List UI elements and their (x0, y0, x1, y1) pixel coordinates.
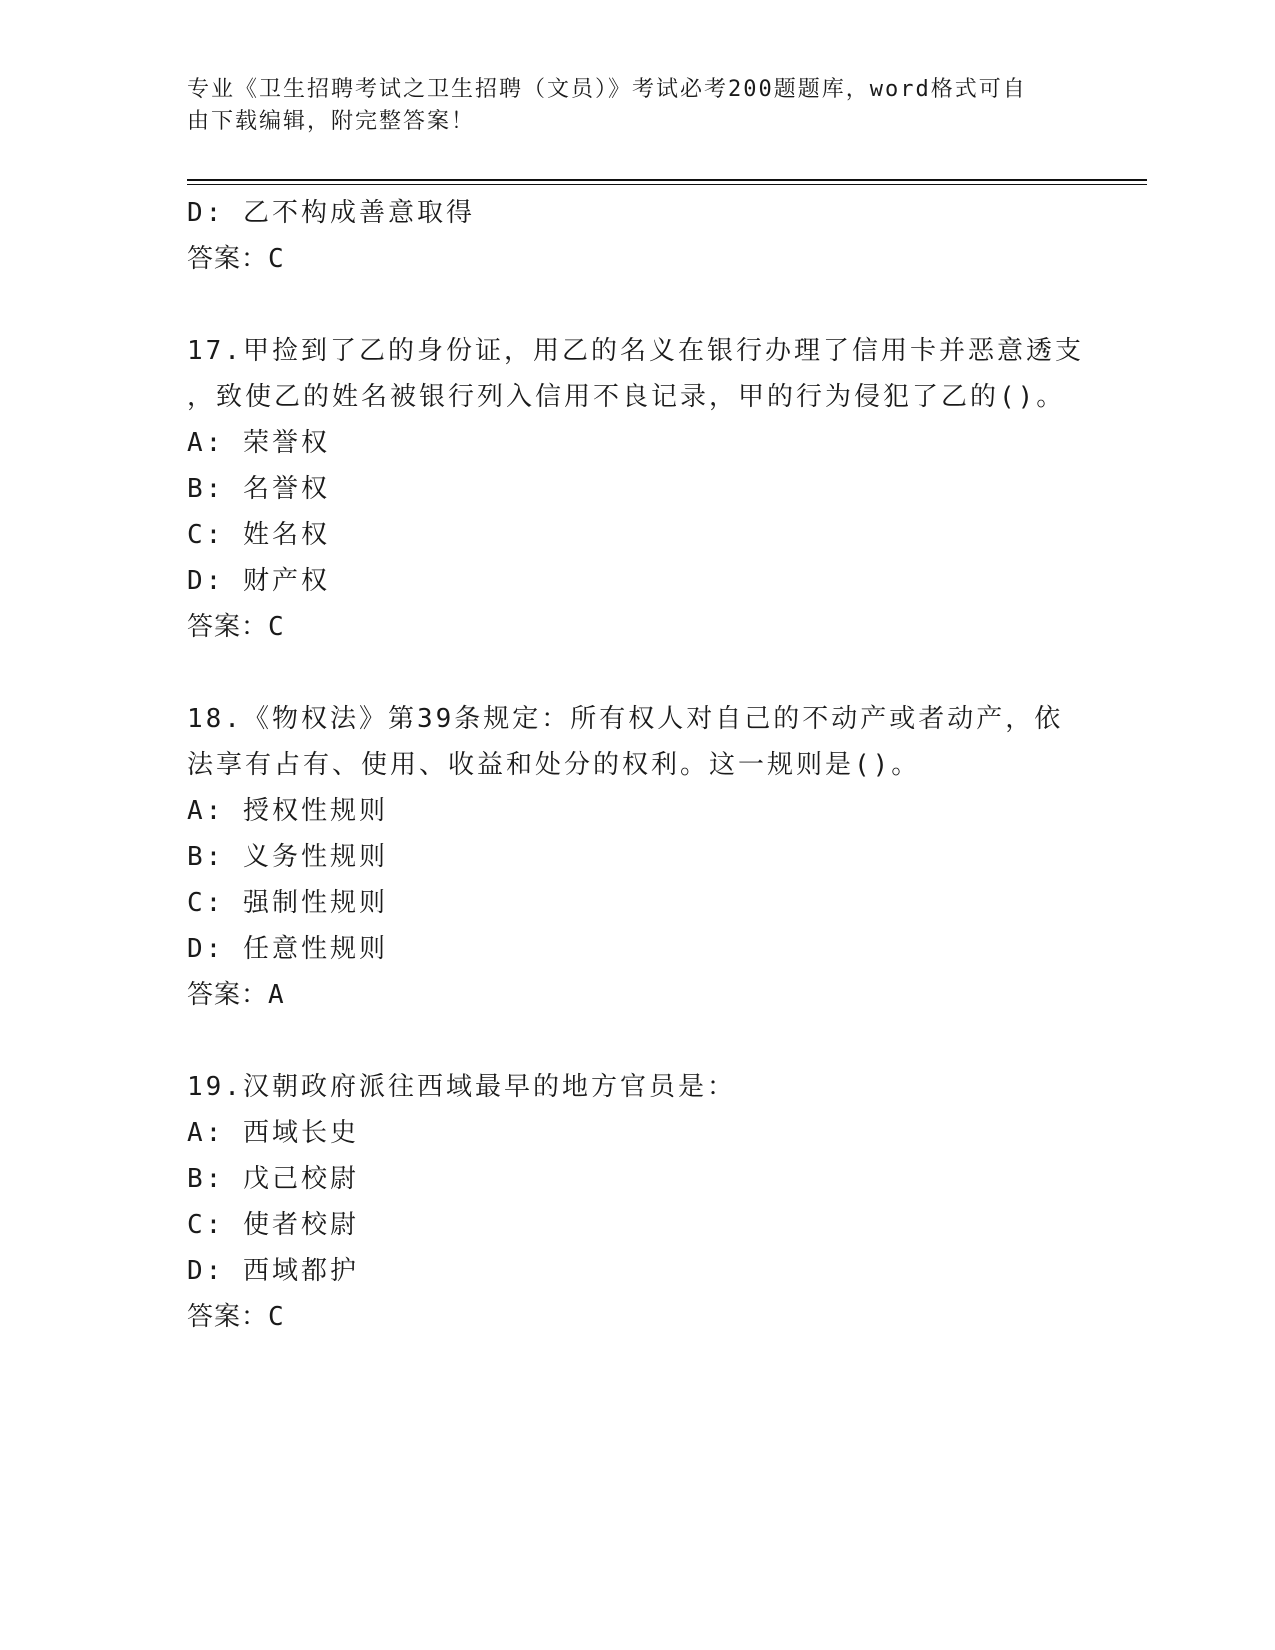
option-c: C: 使者校尉 (187, 1210, 359, 1240)
option-d: D: 乙不构成善意取得 (187, 198, 475, 228)
question-19 (187, 1064, 1087, 1340)
option-c: C: 姓名权 (187, 520, 330, 550)
question-stem: 17.甲捡到了乙的身份证，用乙的名义在银行办理了信用卡并恶意透支 (187, 336, 1084, 366)
option-d: D: 财产权 (187, 566, 330, 596)
question-stem-continued: ，致使乙的姓名被银行列入信用不良记录，甲的行为侵犯了乙的()。 (187, 382, 1066, 412)
answer-value: A (268, 980, 285, 1010)
option-b: B: 义务性规则 (187, 842, 388, 872)
answer-label: 答案： (187, 612, 269, 642)
question-stem: 18.《物权法》第39条规定：所有权人对自己的不动产或者动产，依 (187, 704, 1064, 734)
header-divider-thin (187, 184, 1147, 185)
question-17 (187, 328, 1087, 650)
option-b: B: 戊己校尉 (187, 1164, 359, 1194)
question-16-tail (187, 190, 1087, 282)
header-line-1: 专业《卫生招聘考试之卫生招聘（文员）》考试必考200题题库，word格式可自 (187, 77, 1027, 102)
answer-label: 答案： (187, 980, 269, 1010)
question-stem-continued: 法享有占有、使用、收益和处分的权利。这一规则是()。 (187, 750, 921, 780)
option-d: D: 西域都护 (187, 1256, 359, 1286)
answer-value: C (268, 244, 285, 274)
option-c: C: 强制性规则 (187, 888, 388, 918)
option-a: A: 荣誉权 (187, 428, 330, 458)
answer-value: C (268, 1302, 285, 1332)
option-b: B: 名誉权 (187, 474, 330, 504)
option-a: A: 西域长史 (187, 1118, 359, 1148)
header-line-2: 由下载编辑，附完整答案！ (187, 109, 476, 134)
option-a: A: 授权性规则 (187, 796, 388, 826)
answer-label: 答案： (187, 1302, 269, 1332)
answer-line (187, 972, 1087, 1018)
question-list (187, 190, 1087, 1340)
answer-label: 答案： (187, 244, 269, 274)
header-divider-thick (187, 179, 1147, 181)
spacer (187, 650, 1087, 696)
option-d: D: 任意性规则 (187, 934, 388, 964)
answer-line (187, 604, 1087, 650)
document-header (187, 74, 1087, 138)
question-stem: 19.汉朝政府派往西域最早的地方官员是： (187, 1072, 736, 1102)
question-18 (187, 696, 1087, 1018)
answer-value: C (268, 612, 285, 642)
spacer (187, 282, 1087, 328)
answer-line (187, 1294, 1087, 1340)
spacer (187, 1018, 1087, 1064)
answer-line (187, 236, 1087, 282)
